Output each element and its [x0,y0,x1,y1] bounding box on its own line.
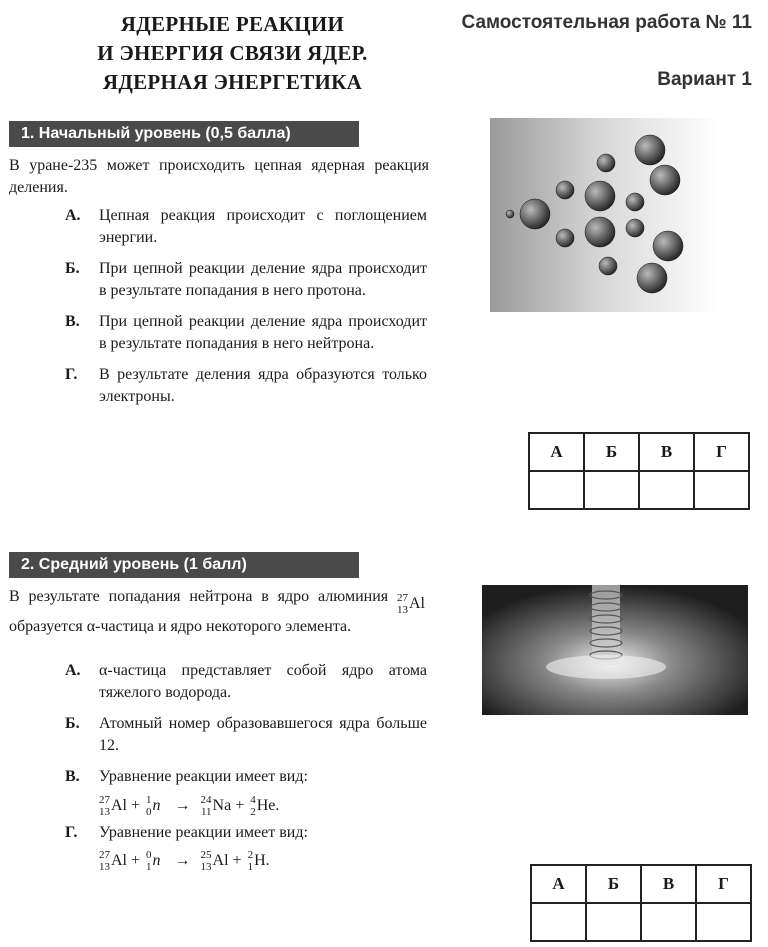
mass-number: 27 [99,849,110,861]
answer-header: Б [584,433,639,471]
option-text: Цепная реакция происходит с поглощением энергии. [99,207,427,246]
answer-header: В [641,865,696,903]
equation-v [99,794,283,818]
option-letter: Г. [65,366,78,383]
option-letter: Г. [65,823,78,841]
arrow-icon: → [174,852,191,870]
charge-number: 11 [200,805,212,818]
answer-cell[interactable] [586,903,641,941]
option-letter: В. [65,768,80,785]
fission-illustration [490,118,718,312]
plus-sign: + [232,852,242,870]
nuclide [146,849,161,873]
answer-header: Г [696,865,751,903]
nuclide [146,794,161,818]
plus-sign: + [131,796,141,814]
section2-intro [9,586,429,638]
charge-number: 1 [146,861,152,873]
mass-number: 27 [99,793,110,806]
mass-number: 24 [200,793,212,806]
charge-number: 1 [247,861,254,873]
answer-header: А [529,433,584,471]
option-letter: Б. [65,715,80,732]
section1-intro: В уране-235 может происходить цепная ядерная реакция деления. [9,157,429,196]
mass-number: 4 [250,793,256,806]
nuclide-al [397,592,425,616]
option-text: Уравнение реакции имеет вид: [99,768,308,785]
section2-intro-b: образуется α-частица и ядро некоторого элемента. [9,618,352,635]
nuclide [99,849,127,873]
option-a[interactable] [65,205,427,248]
option-text: При цепной реакции деление ядра происходит в результате попадания в него нейтрона. [99,313,427,352]
option-text: Атомный номер образовавшегося ядра больше 12. [99,715,427,754]
element-symbol: n [152,852,161,870]
element-symbol: Al [212,852,229,870]
work-number: Самостоятельная работа № 11 [461,12,752,33]
section2-heading: 2. Средний уровень (1 балл) [9,552,359,578]
answer-table-1 [528,432,750,510]
nuclide [201,849,229,873]
element-symbol: Al [111,796,127,814]
answer-cell[interactable] [529,471,584,509]
mass-number: 2 [247,849,254,861]
answer-header: Г [694,433,749,471]
option-text: Уравнение реакции имеет вид: [99,823,308,841]
element-symbol: Na [212,796,232,814]
section2-options [65,660,427,883]
option-g[interactable] [65,364,427,407]
answer-cell[interactable] [641,903,696,941]
option-text: В результате деления ядра образуются только электроны. [99,366,427,405]
title-line-1: ЯДЕРНЫЕ РЕАКЦИИ [120,12,345,36]
option-a[interactable] [65,660,427,703]
nuclide [250,794,279,818]
answer-header: Б [586,865,641,903]
option-text: α-частица представляет собой ядро атома тяжелого водорода. [99,662,427,701]
answer-header: А [531,865,586,903]
page-title [60,10,405,97]
answer-cell[interactable] [639,471,694,509]
plus-sign: + [235,796,245,814]
charge-number: 0 [146,805,152,818]
mass-number: 1 [146,793,152,806]
option-g[interactable] [65,822,427,874]
option-letter: А. [65,662,81,679]
element-symbol: Al [111,852,127,870]
option-b[interactable] [65,713,427,756]
answer-cell[interactable] [531,903,586,941]
nuclide [248,849,270,873]
option-letter: Б. [65,260,80,277]
element-symbol: He. [256,796,280,814]
charge-number: 2 [250,805,256,818]
equation-g [99,849,274,873]
answer-table-2 [530,864,752,942]
plus-sign: + [131,852,141,870]
option-b[interactable] [65,258,427,301]
option-v[interactable] [65,311,427,354]
section2-intro-a: В результате попадания нейтрона в ядро алюминия [9,588,389,605]
arrow-icon: → [174,796,191,814]
element-symbol: Al [409,595,425,612]
nuclide [99,794,127,818]
element-symbol: H. [254,852,270,870]
reactor-photo [482,585,748,715]
section1-options [65,205,427,417]
charge-number: 13 [99,861,110,873]
option-v[interactable] [65,766,427,818]
charge-number: 13 [397,604,408,616]
option-letter: А. [65,207,81,224]
title-line-3: ЯДЕРНАЯ ЭНЕРГЕТИКА [102,70,363,94]
mass-number: 0 [146,849,152,861]
answer-cell[interactable] [694,471,749,509]
answer-cell[interactable] [696,903,751,941]
title-line-2: И ЭНЕРГИЯ СВЯЗИ ЯДЕР. [97,41,368,65]
nuclide [201,794,232,818]
mass-number: 25 [200,849,212,861]
section1-heading: 1. Начальный уровень (0,5 балла) [9,121,359,147]
option-text: При цепной реакции деление ядра происходит в результате попадания в него протона. [99,260,427,299]
element-symbol: n [152,796,161,814]
charge-number: 13 [200,861,212,873]
variant-label: Вариант 1 [657,69,752,90]
mass-number: 27 [397,592,408,604]
charge-number: 13 [99,805,110,818]
answer-header: В [639,433,694,471]
answer-cell[interactable] [584,471,639,509]
option-letter: В. [65,313,80,330]
